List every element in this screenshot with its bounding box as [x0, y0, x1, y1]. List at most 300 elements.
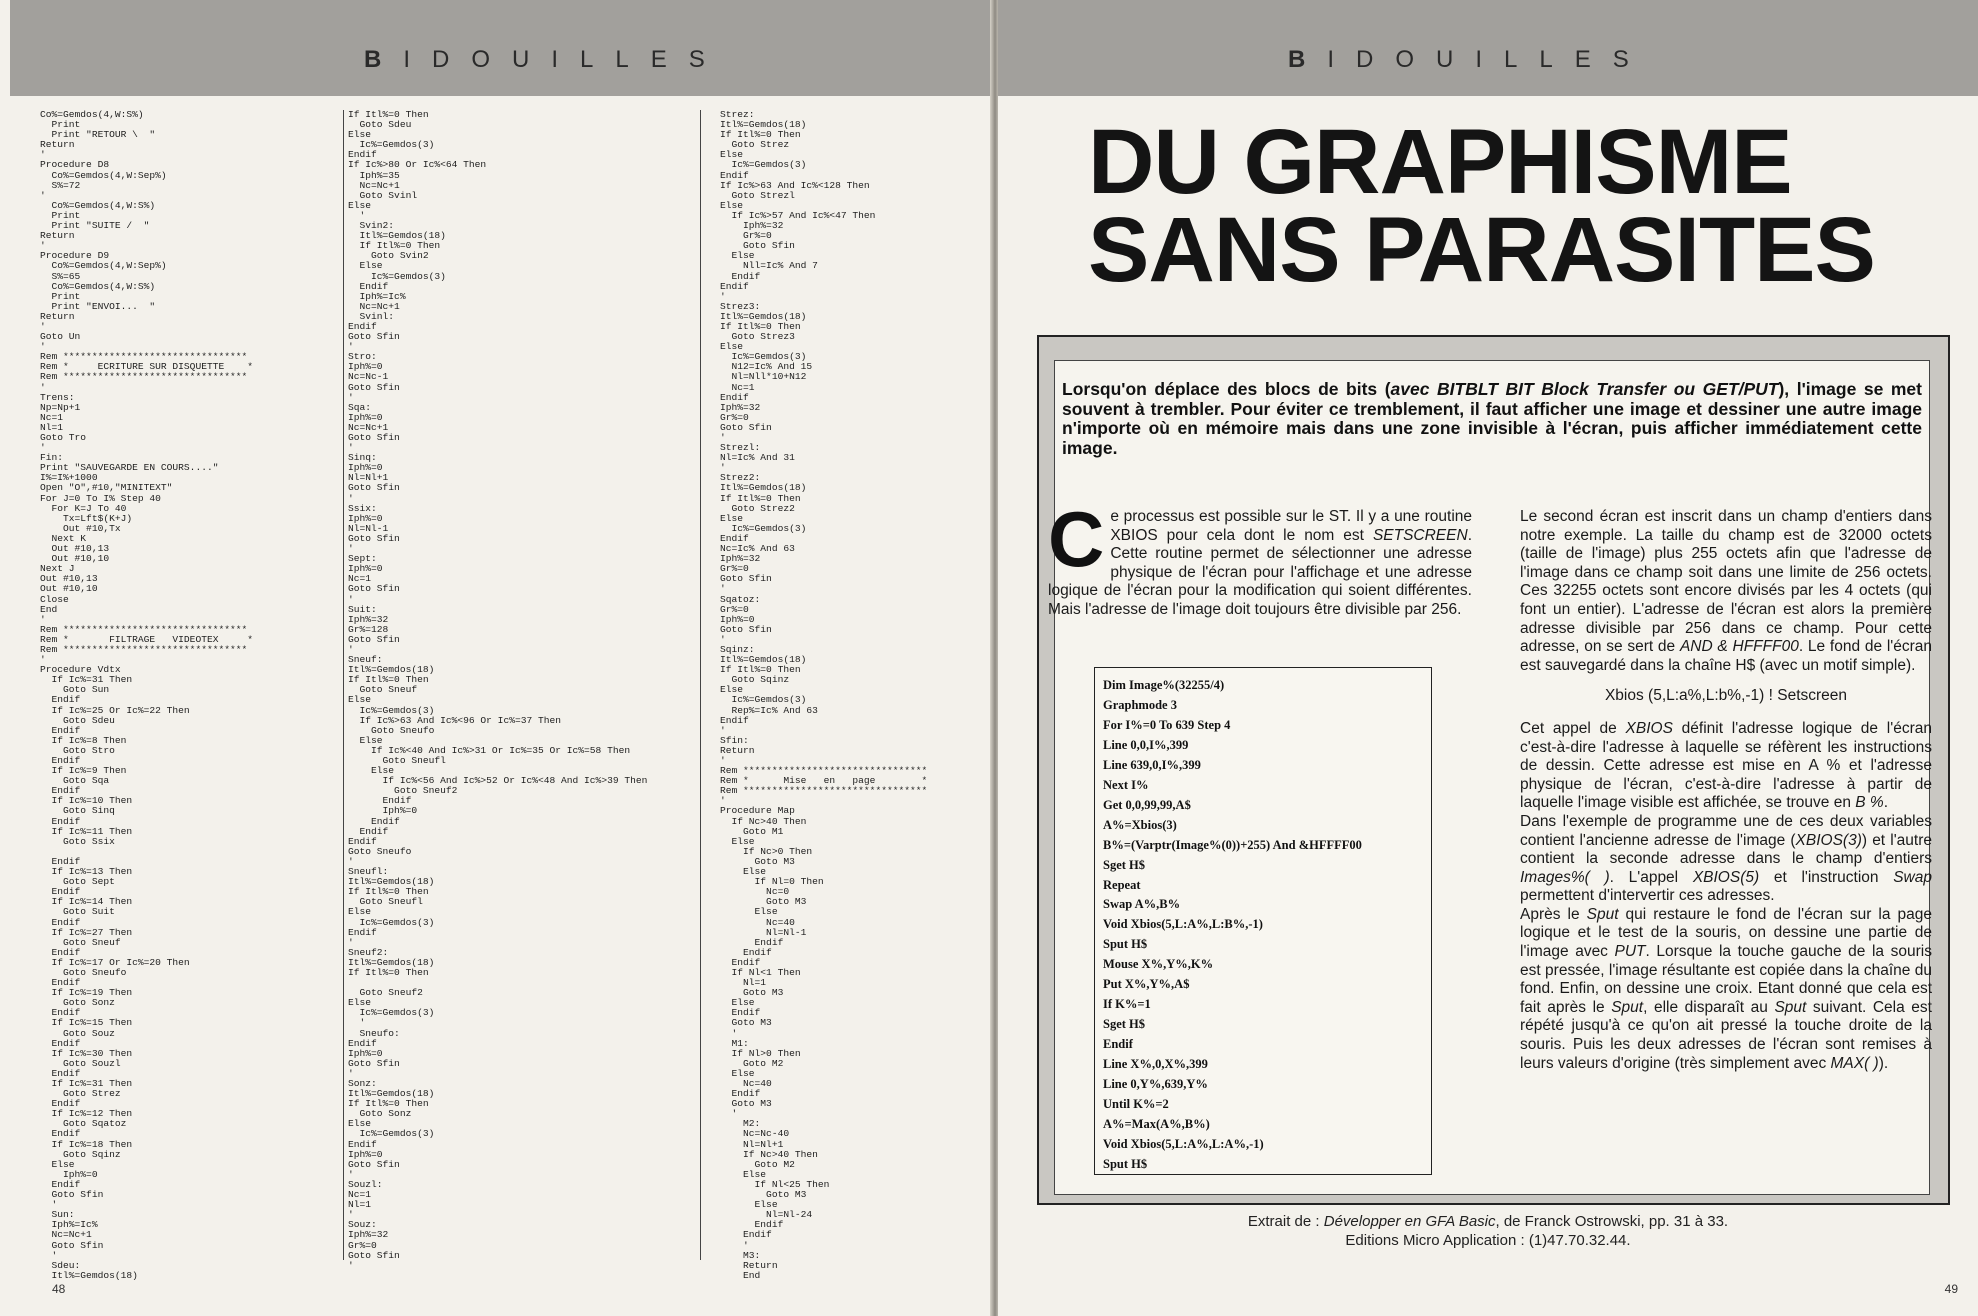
intro-text: ), l'image se met souvent à trembler. Pour éviter ce tremblement, il faut afficher une image et dessiner une autre image n'importe où en mémoire mais dans une zone invisible à l'écran, puis afficher immédiatement cette image. — [1062, 379, 1922, 458]
code-line: B%=(Varptr(Image%(0))+255) And &HFFFF00 — [1103, 837, 1362, 852]
body-emphasis: MAX( ) — [1830, 1054, 1879, 1072]
code-line: Goto Sneufo — [348, 724, 435, 736]
code-line: Goto M1 — [720, 825, 784, 837]
code-line: ' — [720, 583, 726, 595]
code-line: Goto Sneufl — [348, 896, 423, 908]
code-line: Print — [40, 209, 81, 221]
body-text: ) et l'autre contient la seconde adresse dans le champ d'entiers — [1520, 831, 1933, 868]
code-line: Endif — [720, 270, 761, 282]
code-line: Print — [40, 119, 81, 131]
code-line: ' — [348, 543, 354, 555]
code-line: Return — [40, 230, 75, 242]
code-line: M1: — [720, 1037, 749, 1049]
code-line: If Nl<1 Then — [720, 966, 801, 978]
code-line: ' — [348, 643, 354, 655]
code-line: Nl=Nl-1 — [720, 926, 807, 938]
paragraph — [1520, 720, 1932, 813]
code-line: Out #10,10 — [40, 583, 98, 595]
body-text: . Lorsque la touche gauche de la souris est pressée, l'image résultante est copiée dans la chaîne du fond. Enfin, on dessine une croix. Etant donné que cela est fait après le — [1520, 943, 1932, 1016]
code-line: If Nl<25 Then — [720, 1178, 830, 1190]
code-line: Itl%=Gemdos(18) — [40, 1269, 138, 1281]
code-line: Goto Sneufo — [348, 845, 412, 857]
code-line: Ic%=Gemdos(3) — [720, 351, 807, 363]
code-line: Sget H$ — [1103, 1017, 1146, 1032]
code-line: ' — [720, 1108, 738, 1120]
code-line: If Ic%<40 And Ic%>31 Or Ic%=35 Or Ic%=58 Then — [348, 744, 631, 756]
code-line: Goto Svinl — [348, 189, 418, 201]
code-line: Goto Sfin — [348, 1249, 400, 1261]
code-line: Nc=40 — [720, 916, 795, 928]
code-line: Return — [40, 139, 75, 151]
code-line: Gr%=0 — [720, 411, 749, 423]
code-line: Void Xbios(5,L:A%,L:A%,-1) — [1103, 1136, 1264, 1151]
title-line: SANS PARASITES — [1088, 199, 1875, 301]
code-line: Gr%=0 — [720, 563, 749, 575]
body-emphasis: AND & HFFFF00 — [1679, 638, 1799, 656]
code-line: Goto Sonz — [40, 997, 115, 1009]
code-line: Else — [348, 199, 372, 211]
body-text: permettent d'intervertir ces adresses. — [1520, 887, 1775, 905]
code-line: Goto Tro — [40, 432, 87, 443]
code-line: Sneuf2: — [348, 946, 389, 958]
code-line: Print "SUITE / " — [40, 220, 150, 232]
code-line: If Ic%=14 Then — [40, 896, 133, 908]
code-line: Ic%=Gemdos(3) — [348, 1007, 435, 1019]
code-line: Graphmode 3 — [1103, 697, 1177, 712]
code-line: ' — [348, 593, 354, 605]
credit-line — [998, 1212, 1978, 1231]
code-line: Sneufo: — [348, 1027, 400, 1039]
code-line: Goto Un — [40, 331, 81, 343]
code-line: If Nc>40 Then — [720, 815, 807, 827]
code-line: If Itl%=0 Then — [348, 674, 429, 686]
code-line: A%=Xbios(3) — [1103, 817, 1177, 832]
code-line: Out #10,13 — [40, 573, 98, 585]
code-line: If Nl=0 Then — [720, 876, 824, 888]
code-line: Rem * FILTRAGE VIDEOTEX * — [40, 633, 254, 645]
code-line: Void Xbios(5,L:A%,L:B%,-1) — [1103, 917, 1263, 932]
code-line: Strez2: — [720, 472, 761, 484]
code-line: If Ic%=31 Then — [40, 1078, 133, 1089]
code-line: Sput H$ — [1103, 937, 1148, 952]
code-line: Procedure Vdtx — [40, 664, 121, 676]
code-line: Endif — [40, 1128, 81, 1140]
body-emphasis: XBIOS — [1625, 719, 1673, 737]
code-line: Itl%=Gemdos(18) — [348, 230, 446, 242]
body-text: qui restaure le fond de l'écran sur la page logique et le test de la souris, on dessine une partie de l'image avec — [1520, 905, 1932, 961]
title-line: DU GRAPHISME — [1088, 111, 1792, 213]
code-line: Iph%=0 — [348, 462, 383, 474]
code-line: Stro: — [348, 351, 377, 363]
body-emphasis: B % — [1855, 794, 1884, 812]
code-line: Else — [720, 997, 755, 1009]
code-line: Sfin: — [720, 734, 749, 746]
code-line: Else — [720, 1067, 755, 1079]
code-line: Goto Souzl — [40, 1057, 121, 1069]
body-emphasis: Swap — [1893, 868, 1932, 886]
code-line: Goto Sfin — [40, 1189, 104, 1201]
code-line: Sqinz: — [720, 643, 755, 655]
code-line: Sept: — [348, 553, 377, 565]
code-line: If K%=1 — [1103, 997, 1151, 1012]
code-line: Goto Strez2 — [720, 502, 795, 514]
code-line: ' — [40, 1199, 58, 1211]
code-line: Line 0,0,I%,399 — [1103, 737, 1189, 752]
code-line: Goto Sqinz — [720, 674, 790, 686]
code-line: Goto Sfin — [348, 633, 400, 645]
article-title — [1088, 111, 1875, 301]
code-line: Ic%=Gemdos(3) — [348, 916, 435, 928]
code-line: Iph%=35 — [348, 169, 400, 181]
code-line: Itl%=Gemdos(18) — [348, 664, 435, 676]
body-text: suivant. Cela est répété jusqu'à ce qu'on ait pressé la touche droite de la souris. Puis les deux adresses de l'écran sont remises à leurs valeurs d'origine (très simplement avec — [1520, 998, 1932, 1072]
code-line: Iph%=32 — [720, 553, 761, 565]
code-line: Goto Sept — [40, 876, 115, 888]
credit-book-title: Développer en GFA Basic — [1323, 1213, 1496, 1230]
code-line: Rem * ECRITURE SUR DISQUETTE * — [40, 361, 254, 373]
code-line — [40, 847, 340, 857]
code-line: ' — [348, 1209, 354, 1221]
code-line: Sqatoz: — [720, 593, 761, 605]
body-text: ). — [1878, 1054, 1889, 1072]
code-line: Nl=Nl-1 — [348, 522, 389, 534]
code-line: Endif — [40, 977, 81, 989]
code-line: Co%=Gemdos(4,W:S%) — [40, 109, 144, 120]
column-divider — [343, 110, 344, 1260]
code-line: Endif — [348, 926, 377, 938]
code-line: Rem ******************************** — [720, 785, 928, 797]
code-line: Rem ******************************** — [40, 643, 248, 655]
code-line: Iph%=32 — [720, 401, 761, 413]
code-line: Rep%=Ic% And 63 — [720, 704, 818, 716]
source-credit — [998, 1212, 1978, 1250]
code-line: End — [40, 603, 58, 615]
code-line: Endif — [40, 785, 81, 797]
code-line: ' — [348, 936, 354, 948]
code-line: Ssix: — [348, 502, 377, 514]
code-line: Else — [40, 1158, 75, 1170]
code-line: Print "SAUVEGARDE EN COURS...." — [40, 462, 219, 474]
code-line: Endif — [40, 1067, 81, 1079]
code-line: Else — [720, 149, 744, 161]
code-line: Else — [720, 835, 755, 847]
body-text: . L'appel — [1609, 868, 1693, 886]
code-line: End — [720, 1269, 761, 1281]
code-line: Endif — [720, 946, 772, 958]
code-line: Iph%=Ic% — [40, 1219, 98, 1231]
code-line: Endif — [40, 1037, 81, 1049]
code-line: Else — [720, 1168, 767, 1180]
code-line: ' — [40, 240, 46, 252]
body-emphasis: SETSCREEN — [1372, 526, 1468, 544]
code-line: Itl%=Gemdos(18) — [720, 310, 807, 322]
code-line: ' — [720, 462, 726, 474]
code-line: N12=Ic% And 15 — [720, 361, 813, 373]
code-line: For I%=0 To 639 Step 4 — [1103, 717, 1231, 732]
code-line: If Ic%=18 Then — [40, 1138, 133, 1150]
code-line: Np=Np+1 — [40, 401, 81, 413]
code-line: Itl%=Gemdos(18) — [348, 1088, 435, 1100]
code-line: Next J — [40, 563, 75, 575]
code-line: Endif — [348, 280, 389, 292]
code-line: Goto Sfin — [40, 1239, 104, 1251]
code-line: Goto M3 — [720, 1017, 772, 1029]
code-line: A%=Max(A%,B%) — [1103, 1116, 1210, 1131]
code-line: Nc=Nc-40 — [720, 1128, 790, 1140]
code-line: Goto Sdeu — [348, 119, 412, 131]
code-line: ' — [348, 1017, 366, 1029]
credit-text: Extrait de : — [1247, 1213, 1324, 1230]
code-line: Goto Sun — [40, 684, 110, 696]
code-line: Endif — [720, 391, 749, 403]
code-line: Else — [720, 199, 744, 211]
code-line: Endif — [720, 936, 784, 948]
code-line: Nll=Ic% And 7 — [720, 260, 818, 272]
code-line: Else — [348, 734, 383, 746]
code-line: Endif — [348, 1037, 377, 1049]
code-line: Nc=1 — [720, 381, 755, 393]
code-line: Nc=1 — [348, 1189, 372, 1201]
code-line: Xbios (5,L:a%,L:b%,-1) ! Setscreen — [1604, 687, 1848, 705]
code-line: If Itl%=0 Then — [720, 129, 801, 141]
code-line: Endif — [348, 320, 377, 332]
body-text: e processus est possible sur le ST. Il y a une routine XBIOS pour cela dont le nom est — [1110, 508, 1472, 544]
code-line: Goto Sneufo — [40, 966, 127, 978]
code-line: Nc=Nc+1 — [348, 179, 400, 191]
code-line: Goto Sfin — [348, 482, 400, 494]
code-line: Goto M3 — [720, 1098, 772, 1110]
code-line: Goto Sfin — [348, 583, 400, 595]
code-line: If Ic%=13 Then — [40, 866, 133, 878]
code-line: Fin: — [40, 452, 64, 464]
code-line: Strez3: — [720, 300, 761, 312]
page-number: 48 — [52, 1282, 66, 1296]
code-line: Goto Sqatoz — [40, 1118, 127, 1130]
paragraph — [1520, 906, 1932, 1073]
code-line: Iph%=0 — [40, 1168, 98, 1180]
code-line: ' — [40, 149, 46, 161]
code-line: Return — [40, 310, 75, 322]
code-line: Get 0,0,99,99,A$ — [1103, 797, 1191, 812]
code-line: Gr%=0 — [348, 1239, 377, 1251]
code-line: Sdeu: — [40, 1259, 81, 1271]
body-text: Le second écran est inscrit dans un champ d'entiers dans notre exemple. La taille du champ est de 32000 octets (taille de l'image) plus 255 octets afin que l'adresse de l'image dans ce champ soit dans une limite de 256 octets. Ces 32255 octets sont encore divisés par les 4 octets (qui font un entier). L'adresse de l'écran est alors la première adresse divisible par 256 dans ce champ. Pour cette adresse, on se sert de — [1520, 508, 1932, 656]
code-line: Print — [40, 290, 81, 302]
intro-text: Lorsqu'on déplace des blocs de bits ( — [1062, 379, 1391, 399]
code-line: Endif — [40, 694, 81, 706]
code-line: Else — [720, 250, 755, 262]
code-line: Nc=Nc-1 — [348, 371, 389, 383]
code-line: Suit: — [348, 603, 377, 615]
code-line: Souzl: — [348, 1178, 383, 1190]
code-line: If Ic%=10 Then — [40, 795, 133, 807]
code-line: Print "ENVOI... " — [40, 300, 156, 312]
code-line: ' — [40, 442, 46, 454]
code-line: If Nl>0 Then — [720, 1047, 801, 1059]
code-line: Co%=Gemdos(4,W:Sep%) — [40, 169, 167, 181]
code-line: Line X%,0,X%,399 — [1103, 1057, 1208, 1072]
code-line: ' — [348, 1067, 354, 1079]
code-line: Ic%=Gemdos(3) — [348, 139, 435, 151]
code-line: Gr%=128 — [348, 623, 389, 635]
code-line: Ic%=Gemdos(3) — [720, 694, 807, 706]
code-line: Nl=Nl-24 — [720, 1209, 813, 1221]
header-rest: IDOUILLES — [403, 46, 727, 73]
code-line: Souz: — [348, 1219, 377, 1231]
code-line: Next K — [40, 532, 87, 544]
code-line: ' — [348, 1168, 354, 1180]
body-emphasis: PUT — [1614, 943, 1646, 961]
code-line: ' — [720, 290, 726, 302]
code-line: Goto Ssix — [40, 835, 115, 847]
code-line: Until K%=2 — [1103, 1097, 1169, 1112]
code-line: ' — [40, 189, 46, 201]
code-line: Else — [348, 694, 372, 706]
code-line: Else — [720, 1199, 778, 1211]
code-line: Gr%=0 — [720, 230, 772, 242]
code-line: Endif — [348, 795, 412, 807]
code-line: Endif — [40, 755, 81, 766]
code-line: For K=J To 40 — [40, 502, 127, 514]
code-line: Open "O",#10,"MINITEXT" — [40, 482, 173, 494]
code-line: Goto Sfin — [348, 532, 400, 544]
code-line: ' — [720, 633, 726, 645]
code-line: Endif — [40, 724, 81, 736]
code-line: Ic%=Gemdos(3) — [720, 159, 807, 171]
body-text: Après le — [1520, 905, 1587, 923]
code-column-2 — [348, 110, 683, 1271]
code-line: Nc=Ic% And 63 — [720, 543, 795, 555]
code-line: Endif — [720, 1229, 772, 1241]
code-line: Rem ******************************** — [40, 351, 248, 363]
code-line: Iph%=32 — [720, 220, 784, 232]
code-line: Nc=40 — [720, 1078, 772, 1089]
code-line: Sneuf: — [348, 654, 383, 666]
code-line: Else — [720, 906, 778, 918]
code-line: Close — [40, 593, 69, 605]
code-line: Goto Sneuf — [40, 936, 121, 948]
code-line: Nc=Nc+1 — [348, 421, 389, 433]
body-column-right — [1520, 508, 1932, 1073]
code-line: ' — [348, 442, 354, 454]
code-line: I%=I%+1000 — [40, 472, 98, 484]
body-text: définit l'adresse logique de l'écran c'est-à-dire l'adresse à laquelle se réfèrent les instructions de dessin. Cette adresse est mise en A % et l'adresse physique de l'écran, c'est-à-dire l'adresse à partir de laquelle l'image visible est affichée, se trouve en — [1520, 719, 1932, 812]
code-line: Sinq: — [348, 452, 377, 464]
code-line: Endif — [40, 1007, 81, 1019]
code-line: If Ic%=8 Then — [40, 734, 127, 746]
header-initial: B — [364, 46, 404, 73]
code-line: If Itl%=0 Then — [348, 886, 429, 898]
code-line: Goto Stro — [40, 744, 115, 756]
code-line: If Itl%=0 Then — [720, 492, 801, 504]
section-header — [1288, 46, 1651, 74]
code-line: Itl%=Gemdos(18) — [348, 876, 435, 888]
code-line: If Itl%=0 Then — [720, 320, 801, 332]
code-column-3 — [720, 110, 960, 1281]
code-line: Line 639,0,I%,399 — [1103, 757, 1201, 772]
code-line: Swap A%,B% — [1103, 897, 1181, 912]
code-line: S%=72 — [40, 179, 81, 191]
code-line: Iph%=0 — [348, 411, 383, 423]
code-line: Endif — [348, 825, 389, 837]
code-line: Else — [348, 129, 372, 141]
code-line: Rem * Mise en page * — [720, 775, 928, 787]
code-line: Goto Suit — [40, 906, 115, 918]
code-line: Endif — [720, 956, 761, 968]
code-line: ' — [348, 1259, 354, 1271]
article-intro — [1062, 380, 1922, 458]
code-line: Endif — [720, 169, 749, 181]
code-line: Co%=Gemdos(4,W:S%) — [40, 280, 156, 292]
code-line: Goto Sfin — [348, 331, 400, 343]
code-line: Iph%=32 — [348, 1229, 389, 1241]
body-emphasis: Sput — [1611, 998, 1644, 1016]
code-line: Endif — [720, 280, 749, 292]
code-line: Else — [720, 512, 744, 524]
code-line: Goto M2 — [720, 1158, 795, 1170]
code-line: If Ic%>57 And Ic%<47 Then — [720, 209, 876, 221]
code-line: Nl=1 — [40, 421, 64, 433]
code-line: If Ic%>63 And Ic%<96 Or Ic%=37 Then — [348, 714, 562, 726]
code-line: S%=65 — [40, 270, 81, 282]
code-line: Nc=0 — [720, 886, 790, 898]
code-line: ' — [348, 391, 354, 403]
code-line: Goto Sfin — [348, 1158, 400, 1170]
body-text: et l'instruction — [1759, 868, 1894, 886]
code-line: Svin2: — [348, 220, 395, 232]
body-text: . Le fond de l'écran est sauvegardé dans la chaîne H$ (avec un motif simple). — [1520, 638, 1932, 674]
intro-emphasis: avec BITBLT BIT Block Transfer ou GET/PUT — [1390, 379, 1779, 399]
body-emphasis: Images%( ) — [1520, 868, 1610, 886]
code-line: If Itl%=0 Then — [348, 1098, 429, 1110]
code-line: Endif — [1103, 1037, 1133, 1052]
code-line: If Ic%=11 Then — [40, 825, 133, 837]
code-line: Goto M3 — [720, 855, 795, 867]
code-line: If Ic%=31 Then — [40, 674, 133, 686]
paragraph — [1520, 508, 1932, 675]
code-line: Endif — [40, 1098, 81, 1110]
code-line: Iph%=Ic% — [348, 290, 406, 302]
code-line: Next I% — [1103, 777, 1149, 792]
paragraph — [1520, 813, 1932, 906]
code-line: Goto Sfin — [348, 1057, 400, 1069]
code-line: If Ic%=25 Or Ic%=22 Then — [40, 704, 190, 716]
code-line: ' — [720, 1239, 749, 1251]
code-line: Endif — [40, 886, 81, 898]
body-emphasis: XBIOS(5) — [1692, 868, 1760, 886]
code-line: Goto Souz — [40, 1027, 115, 1039]
code-line: Endif — [348, 1138, 377, 1150]
code-line: ' — [40, 320, 46, 332]
code-line: Co%=Gemdos(4,W:S%) — [40, 199, 156, 211]
code-line: Iph%=0 — [348, 1148, 383, 1160]
code-line: Endif — [348, 815, 400, 827]
code-line: Mouse X%,Y%,K% — [1103, 957, 1214, 972]
code-line: Nl=Nl+1 — [720, 1138, 784, 1150]
right-page — [998, 0, 1978, 1316]
code-line: Trens: — [40, 391, 75, 403]
code-line: Svinl: — [348, 310, 395, 322]
code-line: If Itl%=0 Then — [348, 240, 441, 252]
code-line: Iph%=0 — [348, 805, 418, 817]
code-line: Goto Sfin — [720, 240, 795, 252]
code-line: Endif — [720, 1088, 761, 1100]
code-line: Goto Strez — [40, 1088, 121, 1100]
body-text: Cet appel de — [1520, 719, 1626, 737]
code-line: Goto Sfin — [720, 421, 772, 433]
code-line: ' — [720, 432, 726, 443]
code-line: Goto Sqinz — [40, 1148, 121, 1160]
